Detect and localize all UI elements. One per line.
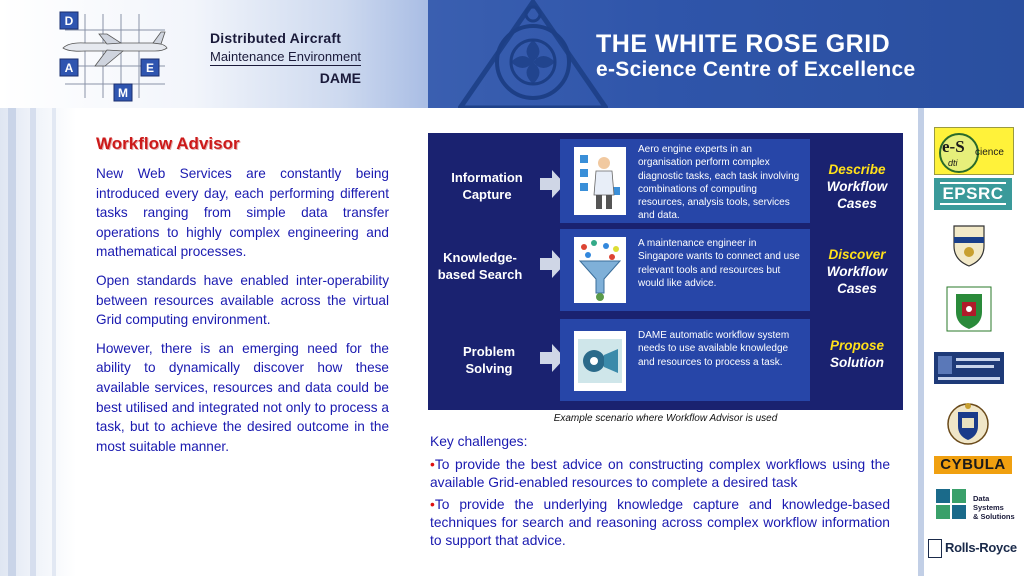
row-label-information-capture [432,169,542,203]
dame-letter-a: A [64,61,74,75]
row-outcome-propose [814,337,900,371]
workflow-scenario-diagram [428,133,903,410]
dame-title-line1: Distributed Aircraft [210,30,342,46]
row-box-knowledge-search [560,229,810,311]
dss-text [973,494,1018,521]
university-banner-logo [934,352,1004,384]
escience-rest: cience [975,147,1004,158]
row-outcome-describe [814,161,900,212]
outcome-line: Cases [837,196,877,211]
dame-letter-m: M [118,86,128,100]
search-funnel-icon [574,237,626,303]
dame-title-block [210,30,361,86]
challenge-text: To provide the best advice on constructing complex workflows using the available Grid-enabled resources to complete a desired task [430,457,890,490]
wrg-subtitle: e-Science Centre of Excellence [596,58,916,81]
rr-badge-icon [928,539,942,558]
row-box-information-capture [560,139,810,223]
challenge-item [430,456,890,492]
deco-stripe [52,108,56,576]
outcome-verb: Propose [829,338,884,353]
cybula-logo: CYBULA [934,456,1012,474]
outcome-verb: Discover [828,247,886,262]
outcome-line: Solution [830,355,884,370]
section-title: Workflow Advisor [96,134,240,153]
intro-column [96,134,389,465]
row-description: A maintenance engineer in Singapore wants to connect and use relevant tools and resources but would like advice. [638,238,800,289]
challenge-text: To provide the underlying knowledge capture and knowledge-based techniques for search and reasoning across complex workflow information to support that advice. [430,497,890,548]
bullet-icon: • [430,457,435,472]
epsrc-text: EPSRC [942,184,1004,203]
engineer-expert-icon [574,147,626,215]
dame-letter-e: E [145,61,155,75]
dss-line: Data Systems [973,494,1004,512]
row-label-knowledge-search [424,249,536,283]
key-challenges [430,433,890,554]
outcome-verb: Describe [828,162,886,177]
row-label-problem-solving [434,343,544,377]
dame-logo [55,10,170,102]
dame-banner [0,0,428,108]
escience-dti: dti [948,158,958,168]
row-label-line: Knowledge- [443,250,517,265]
epsrc-logo [934,178,1012,210]
row-label-line: Problem [462,344,515,359]
rolls-royce-text: Rolls-Royce [945,540,1017,555]
row-description: DAME automatic workflow system needs to use available knowledge and resources to process a task. [638,330,790,368]
row-label-line: Capture [462,187,512,202]
solution-gear-icon [574,331,626,391]
row-description: Aero engine experts in an organisation perform complex diagnostic tasks, each task involving combinations of computing resources, analysis tools, services and data. [638,144,800,222]
intro-paragraph: New Web Services are constantly being introduced every day, each performing different tasks ranging from simple data transfer operations to highly complex engineering and mathematical processes. [96,166,389,260]
escience-e: e-S [942,137,965,156]
row-label-line: based Search [437,267,523,282]
row-label-line: Solving [465,361,513,376]
challenges-heading: Key challenges: [430,434,528,449]
header-banner [0,0,1024,108]
row-label-line: Information [451,170,523,185]
leeds-crest-icon [946,286,992,332]
intro-paragraph: Open standards have enabled inter-operability between resources available across the virtual Grid computing environment. [96,272,389,328]
dame-acronym: DAME [319,70,362,86]
white-rose-emblem-icon [458,0,608,108]
row-box-problem-solving [560,319,810,401]
sponsor-divider [918,108,924,576]
oxford-crest-icon [946,398,990,450]
rolls-royce-logo [928,536,1022,560]
university-crest-icon [950,222,988,268]
dss-logo [934,485,1018,523]
intro-paragraph: However, there is an emerging need for the ability to dynamically discover how these available services, resources and data could be best utilised and integrated not only to process a task, but to achieve the desired outcome in the most suitable manner. [96,340,389,454]
deco-stripe [8,108,16,576]
challenge-item [430,496,890,550]
outcome-line: Workflow [826,264,888,279]
row-outcome-discover [814,246,900,297]
dss-mark-icon [934,487,968,521]
outcome-line: Workflow [826,179,888,194]
dss-line: & Solutions [973,512,1015,521]
dame-title-line2: Maintenance Environment [210,49,362,64]
wrg-title: THE WHITE ROSE GRID [596,30,891,58]
escience-dti-logo [934,127,1014,175]
left-decoration [0,108,76,576]
deco-stripe [30,108,36,576]
dame-letter-d: D [64,14,74,28]
outcome-line: Cases [837,281,877,296]
diagram-caption: Example scenario where Workflow Advisor is used [553,413,778,424]
bullet-icon: • [430,497,435,512]
